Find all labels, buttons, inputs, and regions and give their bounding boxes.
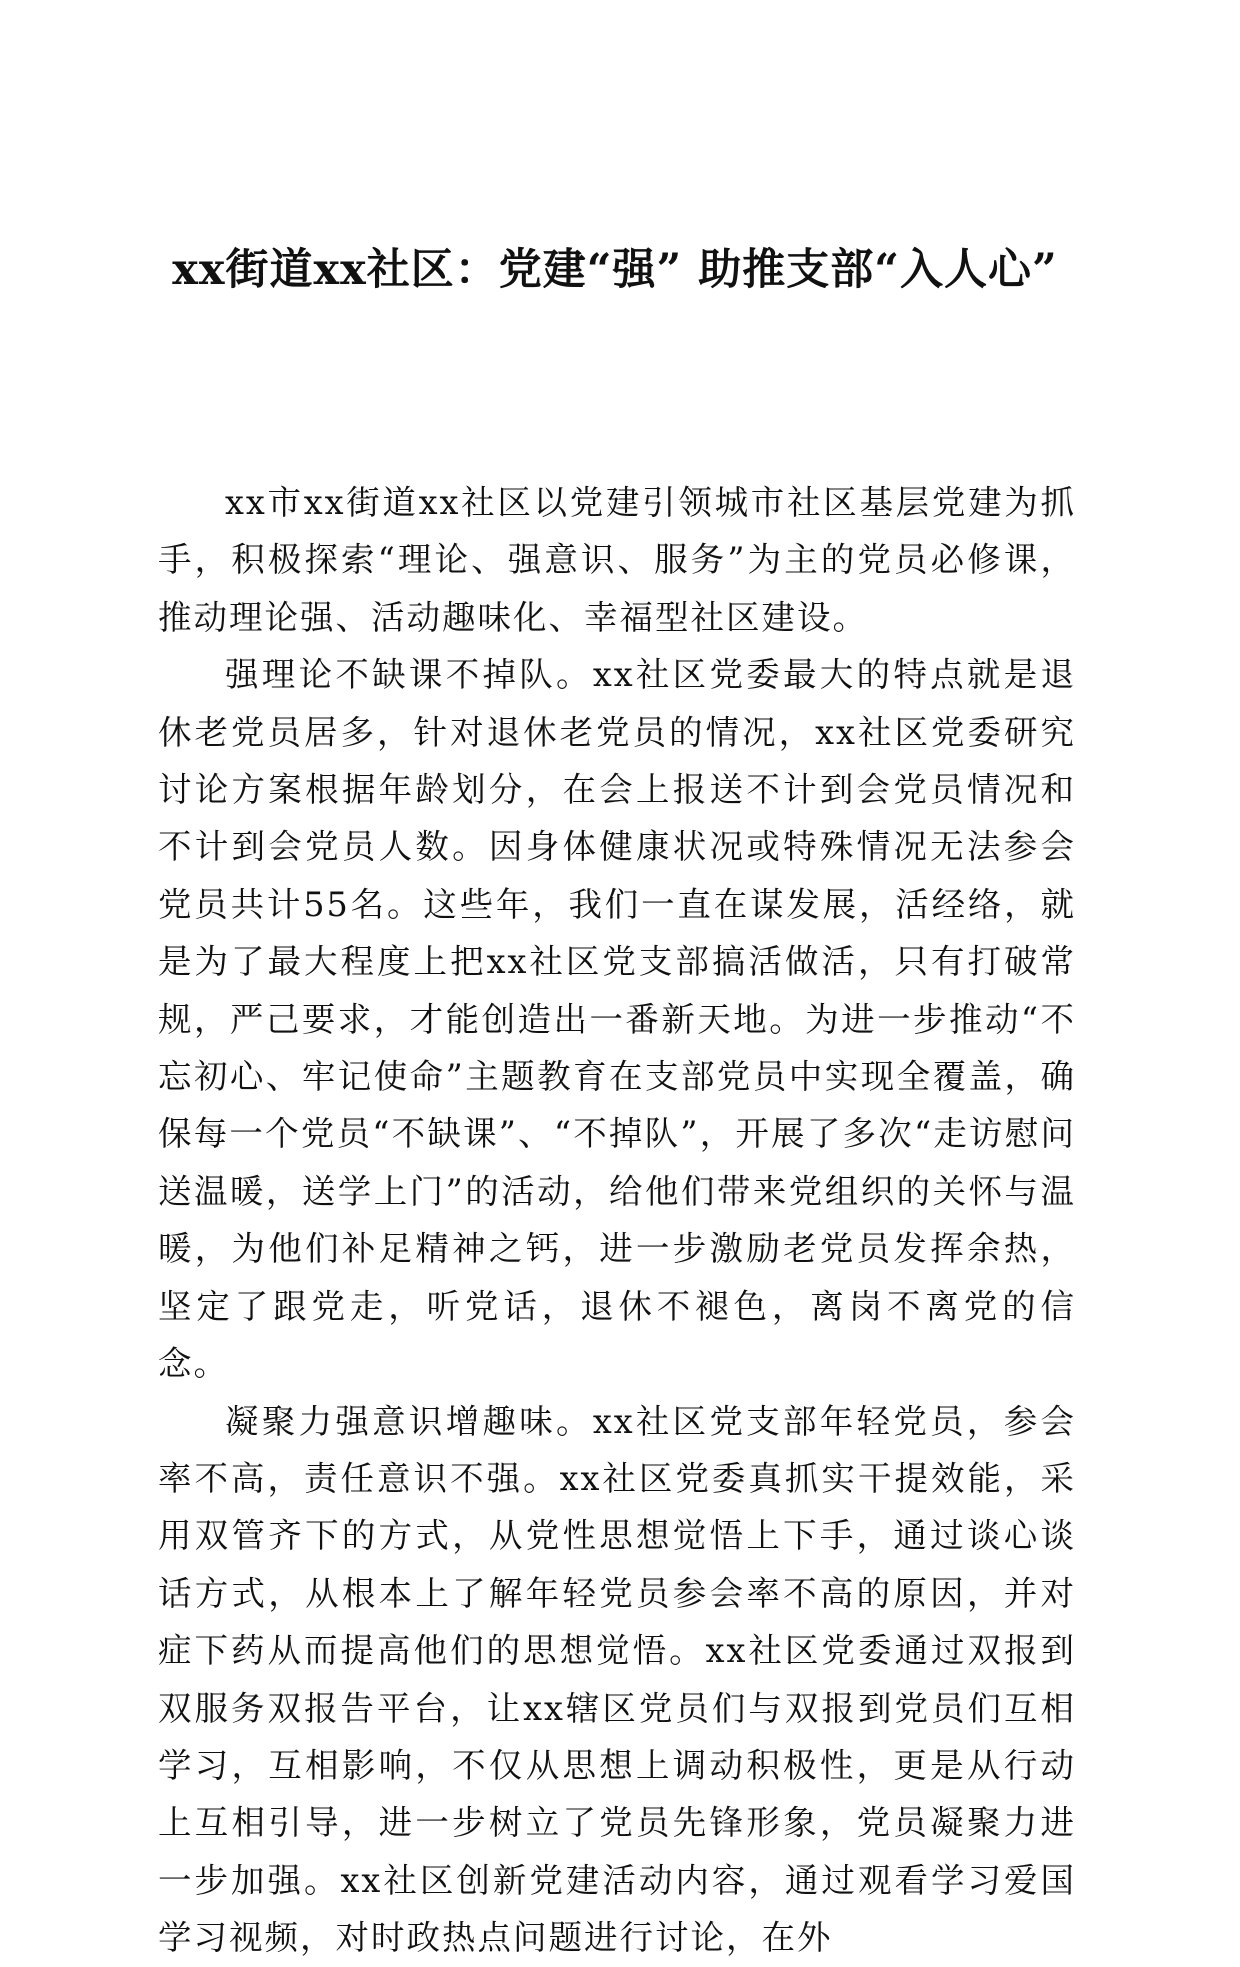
document-body <box>158 474 1076 1967</box>
paragraph-cohesion: 凝聚力强意识增趣味。xx社区党支部年轻党员，参会率不高，责任意识不强。xx社区党委真抓实干提效能，采用双管齐下的方式，从党性思想觉悟上下手，通过谈心谈话方式，从根本上了解年轻党员参会率不高的原因，并对症下药从而提高他们的思想觉悟。xx社区党委通过双报到双服务双报告平台，让xx辖区党员们与双报到党员们互相学习，互相影响，不仅从思想上调动积极性，更是从行动上互相引导，进一步树立了党员先锋形象，党员凝聚力进一步加强。xx社区创新党建活动内容，通过观看学习爱国学习视频，对时政热点问题进行讨论，在外 <box>158 1401 1076 1958</box>
document-title: xx街道xx社区：党建“强” 助推支部“入人心” <box>172 245 1058 295</box>
paragraph-intro: xx市xx街道xx社区以党建引领城市社区基层党建为抓手，积极探索“理论、强意识、服务”为主的党员必修课，推动理论强、活动趣味化、幸福型社区建设。 <box>158 483 1076 637</box>
paragraph-theory: 强理论不缺课不掉队。xx社区党委最大的特点就是退休老党员居多，针对退休老党员的情况，xx社区党委研究讨论方案根据年龄划分，在会上报送不计到会党员情况和不计到会党员人数。因身体健康状况或特殊情况无法参会党员共计55名。这些年，我们一直在谋发展，活经络，就是为了最大程度上把xx社区党支部搞活做活，只有打破常规，严己要求，才能创造出一番新天地。为进一步推动“不忘初心、牢记使命”主题教育在支部党员中实现全覆盖，确保每一个党员“不缺课”、“不掉队”，开展了多次“走访慰问送温暖，送学上门”的活动，给他们带来党组织的关怀与温暖，为他们补足精神之钙，进一步激励老党员发挥余热，坚定了跟党走，听党话，退休不褪色，离岗不离党的信念。 <box>158 655 1076 1384</box>
